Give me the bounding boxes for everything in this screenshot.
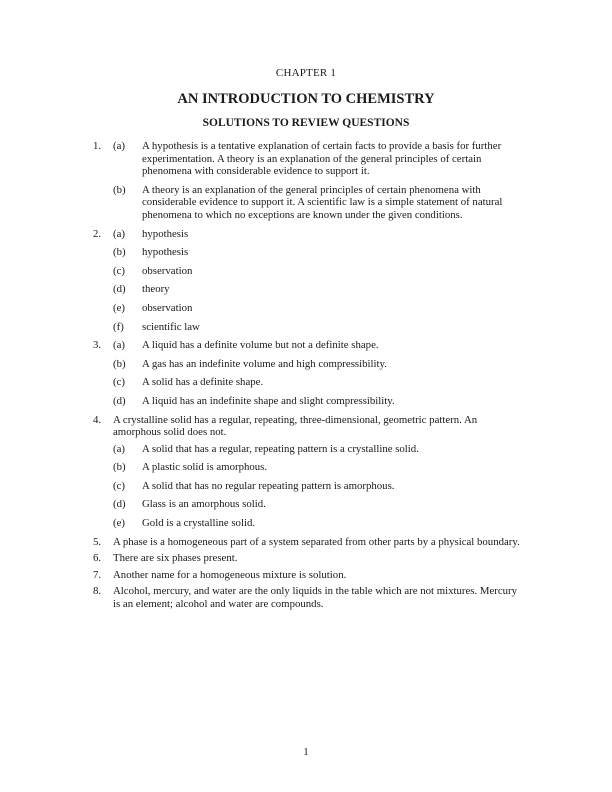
answer-text: A solid that has no regular repeating pattern is amorphous. <box>142 479 395 492</box>
question-item <box>0 536 612 549</box>
question-text: There are six phases present. <box>113 552 238 565</box>
answer-label: (b) <box>113 246 126 259</box>
answer-item <box>0 321 612 334</box>
answer-text: A solid that has a regular, repeating pattern is a crystalline solid. <box>142 442 419 455</box>
question-number: 7. <box>93 568 102 581</box>
question-number: 6. <box>93 552 102 565</box>
question-text: Alcohol, mercury, and water are the only liquids in the table which are not mixtures. Mercury is an element; alcohol and water are compounds. <box>113 585 518 611</box>
answer-text: scientific law <box>142 320 200 333</box>
answer-text: Gold is a crystalline solid. <box>142 517 256 530</box>
answer-item <box>0 184 612 222</box>
answer-label: (b) <box>113 183 126 196</box>
answer-label: (a) <box>113 140 125 152</box>
answer-item <box>0 498 612 511</box>
question-number: 1. <box>93 140 102 152</box>
answer-text: Glass is an amorphous solid. <box>142 498 266 511</box>
chapter-label: CHAPTER 1 <box>275 67 337 79</box>
chapter-title: AN INTRODUCTION TO CHEMISTRY <box>177 91 435 107</box>
answer-text: hypothesis <box>142 227 189 240</box>
answer-item <box>0 302 612 315</box>
answer-item <box>0 358 612 371</box>
answer-label: (b) <box>113 461 126 474</box>
answer-item <box>0 517 612 530</box>
question-item <box>0 140 612 222</box>
answer-text: A gas has an indefinite volume and high compressibility. <box>142 357 387 370</box>
answer-label: (a) <box>113 442 125 455</box>
answer-item <box>0 339 612 352</box>
answer-text: A liquid has an indefinite shape and slight compressibility. <box>142 394 395 407</box>
answer-text: A plastic solid is amorphous. <box>142 461 268 474</box>
answer-text: observation <box>142 264 193 277</box>
question-number: 5. <box>93 535 102 548</box>
answer-label: (c) <box>113 376 125 389</box>
answer-item <box>0 376 612 389</box>
questions-list <box>0 140 612 615</box>
answer-item <box>0 283 612 296</box>
section-subtitle: SOLUTIONS TO REVIEW QUESTIONS <box>202 117 410 129</box>
question-number: 8. <box>93 585 102 598</box>
answer-label: (a) <box>113 339 125 352</box>
question-item <box>0 339 612 407</box>
answer-label: (a) <box>113 227 125 240</box>
answer-item <box>0 395 612 408</box>
answer-item <box>0 140 612 178</box>
answer-item <box>0 461 612 474</box>
question-text: A phase is a homogeneous part of a system separated from other parts by a physical boundary. <box>113 535 520 548</box>
answer-text: hypothesis <box>142 246 189 259</box>
question-item <box>0 228 612 334</box>
answer-label: (e) <box>113 517 125 530</box>
answer-text: A theory is an explanation of the general principles of certain phenomena with considerable evidence to support it. A scientific law is a simple statement of natural phenomena to which no exceptions are known under the given conditions. <box>142 183 503 221</box>
answer-item <box>0 443 612 456</box>
question-item <box>0 569 612 582</box>
answer-text: A liquid has a definite volume but not a definite shape. <box>142 339 379 352</box>
question-item <box>0 414 612 530</box>
answer-text: observation <box>142 301 193 314</box>
answer-label: (e) <box>113 301 125 314</box>
answer-item <box>0 246 612 259</box>
question-number: 4. <box>93 413 102 426</box>
question-item <box>0 585 612 610</box>
answer-label: (f) <box>113 320 124 333</box>
answer-label: (d) <box>113 394 126 407</box>
question-number: 3. <box>93 339 102 352</box>
answer-item <box>0 228 612 241</box>
question-number: 2. <box>93 227 102 240</box>
question-item <box>0 552 612 565</box>
answer-text: theory <box>142 283 170 296</box>
question-text: A crystalline solid has a regular, repeating, three-dimensional, geometric pattern. An amorphous solid does not. <box>113 413 478 439</box>
answer-label: (d) <box>113 283 126 296</box>
question-text: Another name for a homogeneous mixture is solution. <box>113 568 347 581</box>
answer-text: A solid has a definite shape. <box>142 376 264 389</box>
answer-label: (c) <box>113 479 125 492</box>
answer-label: (b) <box>113 357 126 370</box>
answer-label: (d) <box>113 498 126 511</box>
answer-item <box>0 480 612 493</box>
page-number: 1 <box>303 746 309 758</box>
answer-item <box>0 265 612 278</box>
answer-label: (c) <box>113 264 125 277</box>
answer-text: A hypothesis is a tentative explanation of certain facts to provide a basis for further experimentation. A theory is an explanation of the general principles of certain phenomena with considerable evidence to support it. <box>142 140 502 178</box>
